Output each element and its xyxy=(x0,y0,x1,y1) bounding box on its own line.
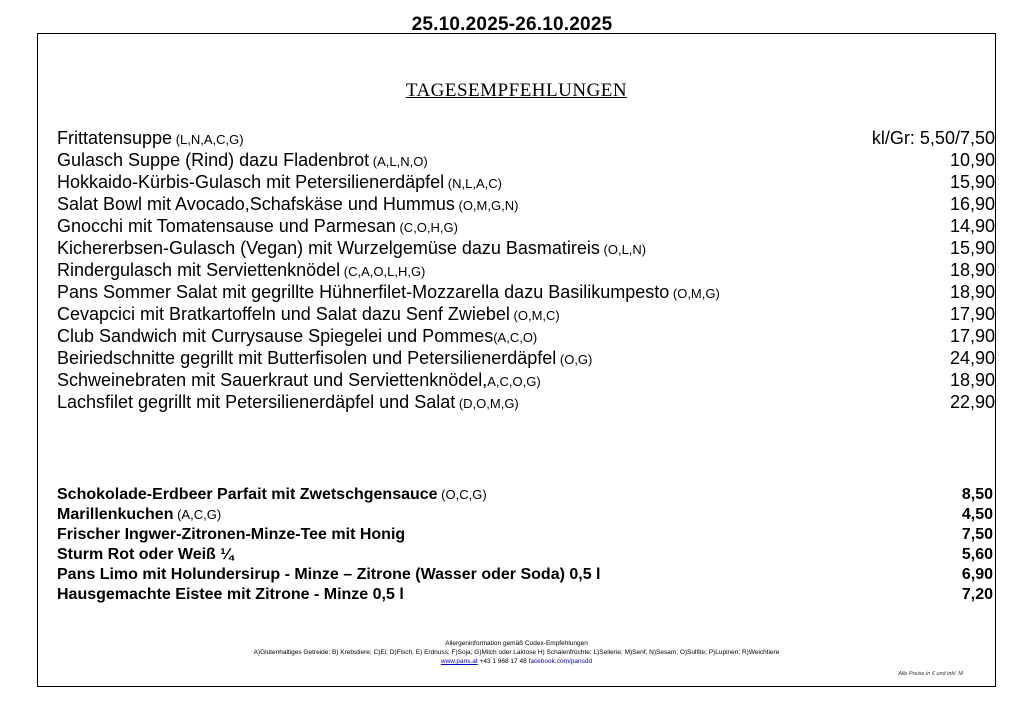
menu-item-name: Lachsfilet gegrillt mit Petersilienerdäpfel und Salat xyxy=(57,392,456,412)
menu-item-description xyxy=(57,392,519,413)
menu-item-price: 24,90 xyxy=(949,348,995,368)
allergen-legend: A)Glutenhaltiges Getreide; B) Krebstiere; C)Ei; D)Fisch; E) Erdnuss; F)Soja; G)Milch oder Laktose H) Schalenfrüchte; L)Sellerie; M)Senf; N)Sesam; O)Sulfite; P)Lupinen; R)Weichtiere xyxy=(253,649,780,656)
menu-item xyxy=(57,194,995,216)
menu-item-price: kl/Gr: 5,50/7,50 xyxy=(871,128,995,148)
menu-item xyxy=(57,326,995,348)
menu-item-allergens: (D,O,M,G) xyxy=(455,396,519,411)
allergen-heading: Allergeninformation gemäß Codex-Empfehlungen xyxy=(445,640,588,647)
menu-item-name: Schweinebraten mit Sauerkraut und Serviettenknödel, xyxy=(57,370,488,390)
menu-item-description xyxy=(57,216,458,237)
menu-item-description xyxy=(57,486,487,504)
menu-item-name: Schokolade-Erdbeer Parfait mit Zwetschgensauce xyxy=(57,486,438,503)
menu-item-price: 7,20 xyxy=(961,586,993,603)
menu-item-name: Pans Sommer Salat mit gegrillte Hühnerfilet-Mozzarella dazu Basilikumpesto xyxy=(57,282,670,302)
menu-item xyxy=(57,546,995,566)
menu-item xyxy=(57,586,995,606)
menu-item-price: 18,90 xyxy=(949,282,995,302)
menu-item xyxy=(57,150,995,172)
menu-item-price: 17,90 xyxy=(949,304,995,324)
menu-item-price: 6,90 xyxy=(961,566,993,583)
menu-item-price: 18,90 xyxy=(949,260,995,280)
menu-item-name: Kichererbsen-Gulasch (Vegan) mit Wurzelgemüse dazu Basmatireis xyxy=(57,238,600,258)
menu-item-name: Cevapcici mit Bratkartoffeln und Salat dazu Senf Zwiebel xyxy=(57,304,510,324)
menu-item-price: 18,90 xyxy=(949,370,995,390)
menu-item-description xyxy=(57,194,518,215)
menu-item xyxy=(57,566,995,586)
menu-item-description xyxy=(57,304,560,325)
menu-item-price: 10,90 xyxy=(949,150,995,170)
menu-item-description xyxy=(57,238,646,259)
menu-item-allergens: A,C,O,G) xyxy=(487,374,541,389)
menu-item-description xyxy=(57,370,541,391)
menu-item-description xyxy=(57,150,428,171)
menu-item-price: 14,90 xyxy=(949,216,995,236)
menu-item-price: 16,90 xyxy=(949,194,995,214)
menu-item xyxy=(57,370,995,392)
phone-number: +43 1 968 17 48 xyxy=(479,658,527,665)
menu-item-description xyxy=(57,172,502,193)
contact-line xyxy=(38,657,995,666)
menu-item-allergens: (A,C,O) xyxy=(493,330,538,345)
menu-item-name: Hausgemachte Eistee mit Zitrone - Minze 0,5 l xyxy=(57,586,404,603)
menu-item-allergens: (L,N,A,C,G) xyxy=(172,132,244,147)
menu-item-price: 7,50 xyxy=(961,526,993,543)
menu-item-name: Rindergulasch mit Serviettenknödel xyxy=(57,260,341,280)
menu-item-allergens: (C,A,O,L,H,G) xyxy=(340,264,426,279)
menu-item-description xyxy=(57,526,405,544)
menu-item-name: Sturm Rot oder Weiß ¼ xyxy=(57,546,234,563)
menu-item xyxy=(57,172,995,194)
menu-item-name: Gulasch Suppe (Rind) dazu Fladenbrot xyxy=(57,150,370,170)
menu-item-name: Salat Bowl mit Avocado,Schafskäse und Hummus xyxy=(57,194,455,214)
menu-item-allergens: (O,M,G) xyxy=(669,286,720,301)
menu-item-description xyxy=(57,326,537,347)
menu-item xyxy=(57,486,995,506)
menu-item-name: Club Sandwich mit Currysause Spiegelei und Pommes xyxy=(57,326,494,346)
menu-item-description xyxy=(57,506,221,524)
menu-item-price: 5,60 xyxy=(961,546,993,563)
website-link[interactable]: www.pans.at xyxy=(440,658,478,665)
menu-item-price: 22,90 xyxy=(949,392,995,412)
menu-item-allergens: (C,O,H,G) xyxy=(395,220,458,235)
menu-item-description xyxy=(57,260,425,281)
menu-item-description xyxy=(57,128,244,149)
menu-item-allergens: (O,C,G) xyxy=(437,487,487,502)
menu-item-allergens: (O,G) xyxy=(556,352,593,367)
menu-item-name: Frittatensuppe xyxy=(57,128,173,148)
menu-item xyxy=(57,282,995,304)
price-note: Alle Preise in € und inkl. M xyxy=(898,671,963,677)
menu-item-allergens: (A,C,G) xyxy=(173,507,222,522)
menu-item-price: 4,50 xyxy=(961,506,993,523)
menu-item-name: Gnocchi mit Tomatensause und Parmesan xyxy=(57,216,396,236)
menu-item-name: Pans Limo mit Holundersirup - Minze – Zitrone (Wasser oder Soda) 0,5 l xyxy=(57,566,601,583)
date-range: 25.10.2025-26.10.2025 xyxy=(411,14,613,35)
menu-item xyxy=(57,348,995,370)
facebook-link[interactable]: facebook.com/pansdd xyxy=(528,658,593,665)
menu-item-price: 15,90 xyxy=(949,238,995,258)
menu-item-allergens: (O,M,G,N) xyxy=(454,198,519,213)
menu-item xyxy=(57,216,995,238)
desserts-drinks-list xyxy=(57,486,995,606)
menu-item xyxy=(57,260,995,282)
main-dishes-list xyxy=(57,128,995,414)
menu-item xyxy=(57,304,995,326)
menu-title: TAGESEMPFEHLUNGEN xyxy=(405,80,628,101)
allergen-footer xyxy=(38,639,995,666)
menu-item xyxy=(57,128,995,150)
menu-item-description xyxy=(57,348,592,369)
menu-item-allergens: (O,M,C) xyxy=(509,308,560,323)
menu-item-description xyxy=(57,282,720,303)
menu-item-description xyxy=(57,546,234,564)
menu-item-description xyxy=(57,586,404,604)
menu-item xyxy=(57,238,995,260)
menu-item-name: Frischer Ingwer-Zitronen-Minze-Tee mit Honig xyxy=(57,526,406,543)
menu-item-allergens: (N,L,A,C) xyxy=(444,176,502,191)
menu-item-price: 15,90 xyxy=(949,172,995,192)
menu-item-name: Hokkaido-Kürbis-Gulasch mit Petersilienerdäpfel xyxy=(57,172,445,192)
menu-item-price: 17,90 xyxy=(949,326,995,346)
menu-item-name: Marillenkuchen xyxy=(57,506,174,523)
menu-item-allergens: (A,L,N,O) xyxy=(369,154,428,169)
menu-item-price: 8,50 xyxy=(961,486,993,503)
menu-item-description xyxy=(57,566,601,584)
menu-item-name: Beiriedschnitte gegrillt mit Butterfisolen und Petersilienerdäpfel xyxy=(57,348,557,368)
menu-frame xyxy=(37,33,996,687)
menu-item xyxy=(57,506,995,526)
menu-item xyxy=(57,526,995,546)
menu-item-allergens: (O,L,N) xyxy=(599,242,647,257)
menu-item xyxy=(57,392,995,414)
